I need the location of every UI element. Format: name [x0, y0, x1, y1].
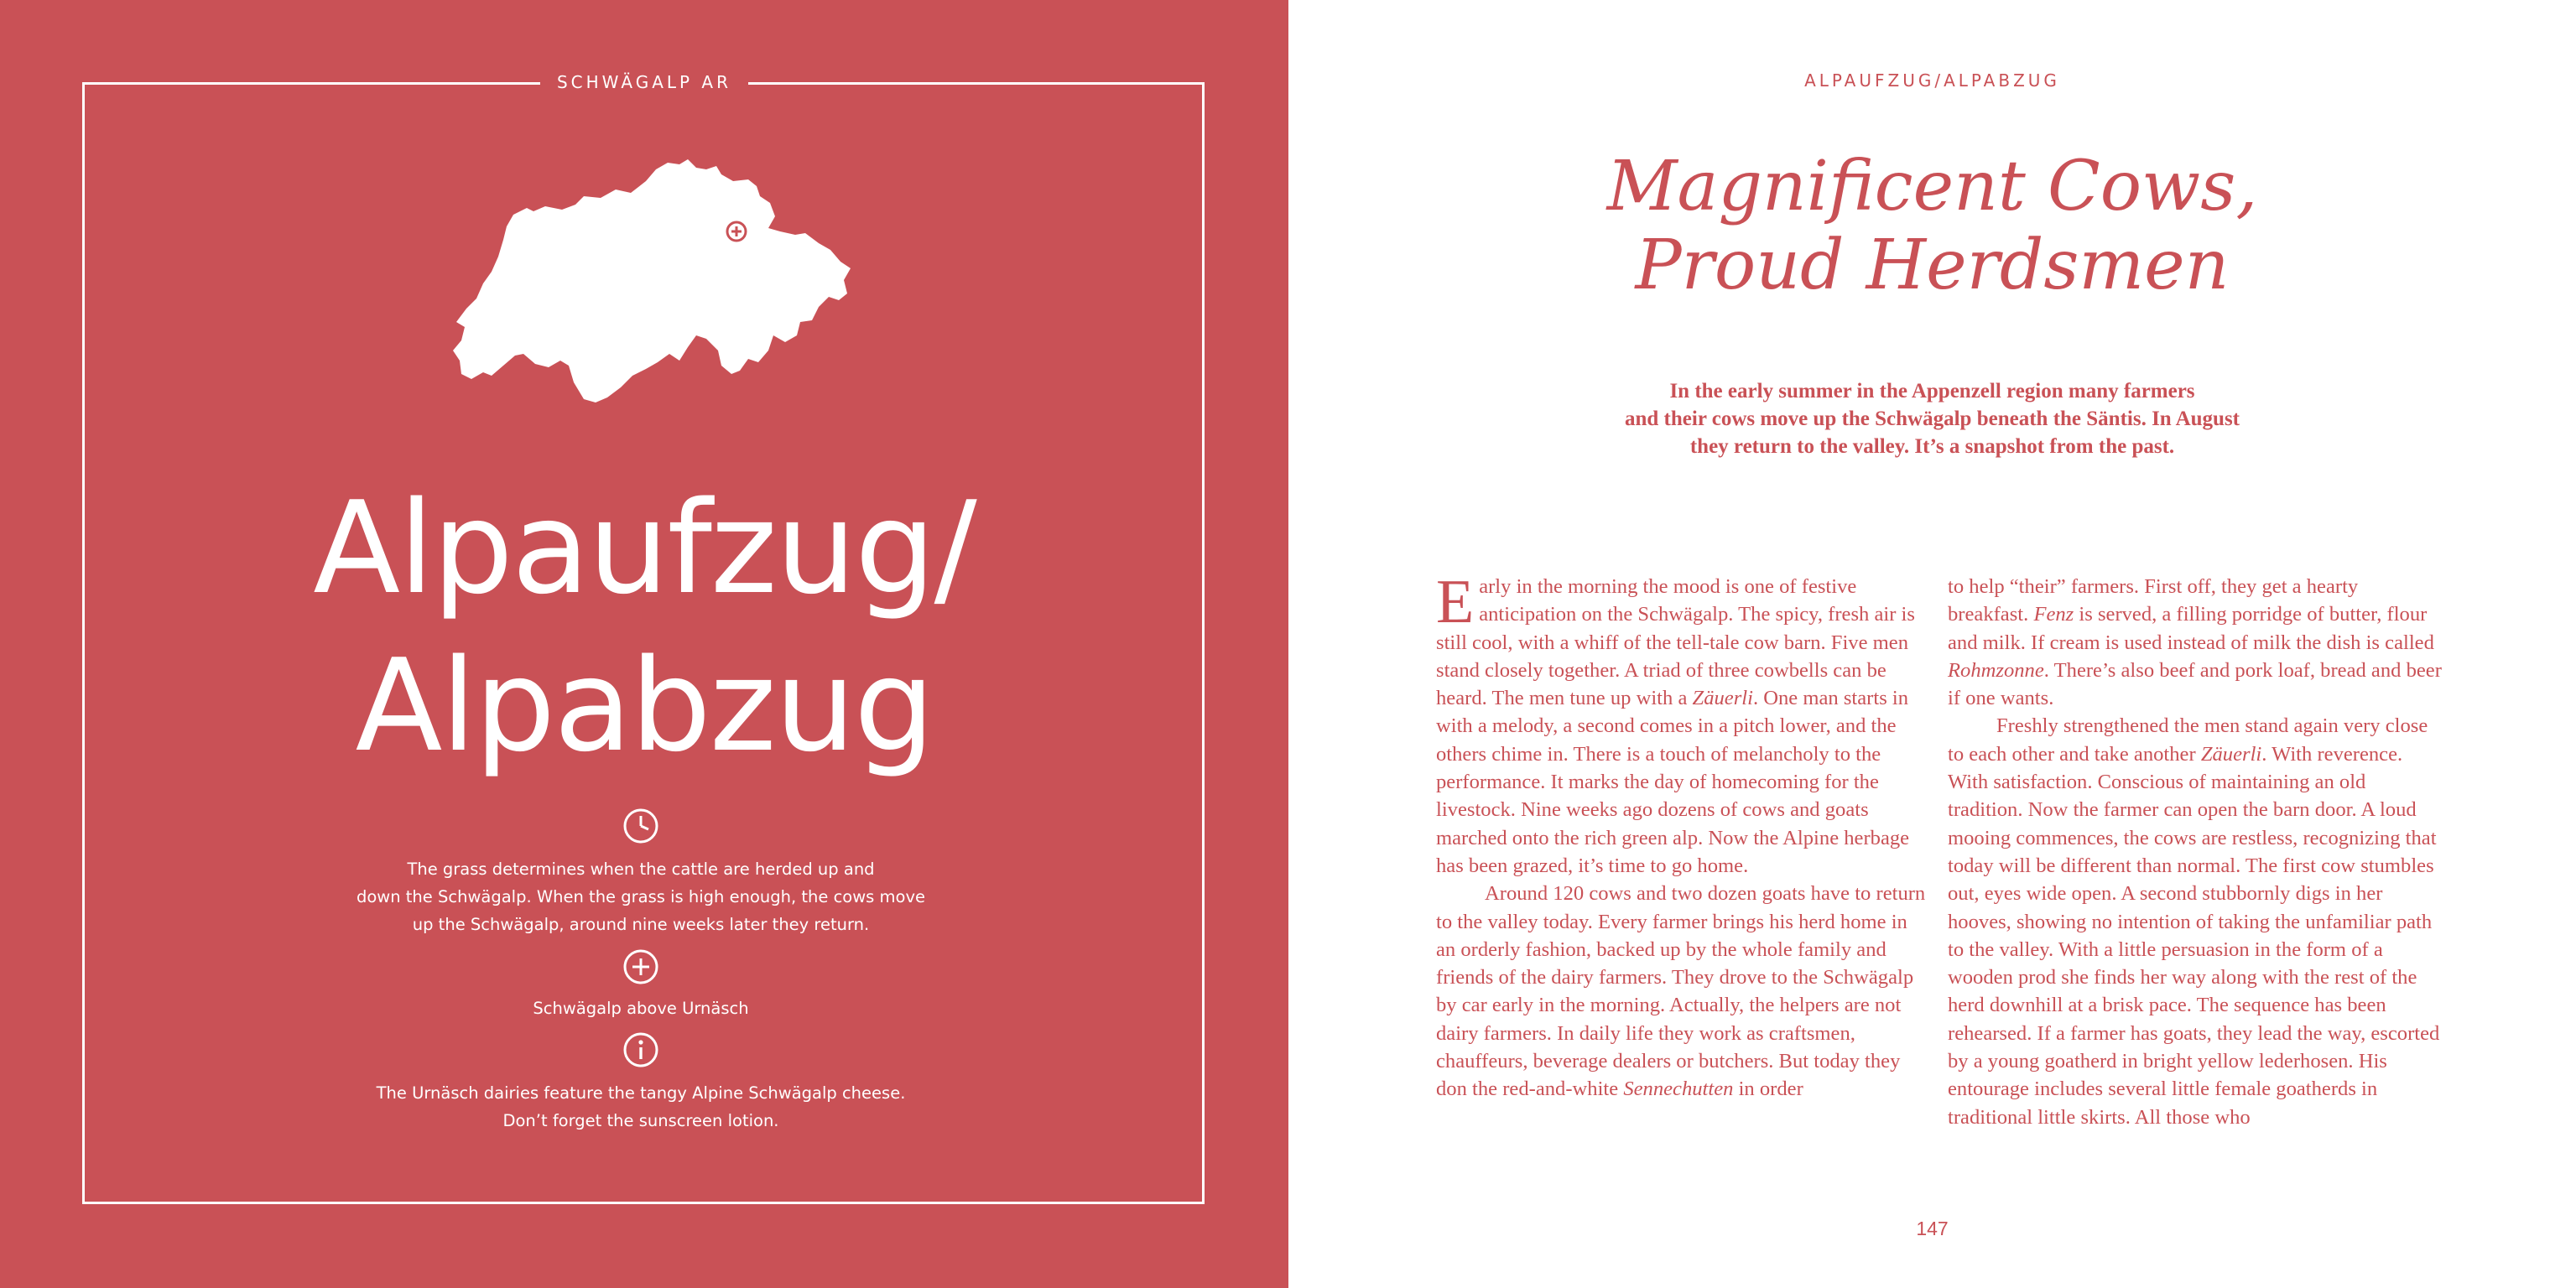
body-text: to help “their” farmers. First off, they get a hearty breakfast.	[1948, 575, 2359, 626]
body-column-2	[1948, 573, 2443, 1131]
season-info-line: The grass determines when the cattle are herded up and	[407, 860, 875, 879]
location-info-line: Schwägalp above Urnäsch	[533, 999, 749, 1018]
body-italic: Fenz	[2033, 603, 2074, 626]
clock-icon	[622, 808, 659, 844]
season-info-line: up the Schwägalp, around nine weeks later they return.	[412, 915, 870, 934]
body-paragraph	[1948, 712, 2443, 1130]
article-headline	[1288, 148, 2576, 305]
lead-line: and their cows move up the Schwägalp beneath the Säntis. In August	[1625, 408, 2240, 430]
right-page	[1288, 0, 2576, 1288]
plus-circle-icon	[622, 948, 659, 985]
body-italic: Rohmzonne	[1948, 658, 2044, 682]
body-text: is served, a filling porridge of butter, flour and milk. If cream is used instead of milk the dish is called	[1948, 603, 2434, 654]
running-head: ALPAUFZUG/ALPABZUG	[1804, 70, 2060, 91]
switzerland-map-icon	[436, 156, 872, 424]
tips-info	[0, 1079, 1282, 1135]
page-title	[0, 470, 1288, 785]
headline-line-2: Proud Herdsmen	[1635, 226, 2230, 305]
season-info	[0, 855, 1282, 938]
body-text: Around 120 cows and two dozen goats have to return to the valley today. Every farmer brings his herd home in an orderly fashion, backed up by the whole family and friends of the dairy farmers. They drove to the Schwägalp by car early in the morning. Actually, the helpers are not dairy farmers. In daily life they work as craftsmen, chauffeurs, beverage dealers or butchers. But today they don the red-and-white	[1436, 882, 1926, 1101]
body-text: . One man starts in with a melody, a second comes in a pitch lower, and the others chime in. There is a touch of melancholy to the performance. It marks the day of homecoming for the livestock. Nine weeks ago dozens of cows and goats marched onto the rich green alp. Now the Alpine herbage has been grazed, it’s time to go home.	[1436, 687, 1910, 877]
body-paragraph	[1948, 573, 2443, 712]
body-text: . With reverence. With satisfaction. Conscious of maintaining an old tradition. Now the farmer can open the barn door. A loud mooing commences, the cows are restless, recognizing that today will be different than normal. The first cow stumbles out, eyes wide open. A second stubbornly digs in her hooves, showing no intention of taking the unfamiliar path to the valley. With a little persuasion in the form of a wooden prod she finds her way along with the rest of the herd downhill at a brisk pace. The sequence has been rehearsed. If a farmer has goats, they lead the way, escorted by a young goatherd in bright yellow lederhosen. His entourage includes several little female goatherds in traditional little skirts. All those who	[1948, 742, 2440, 1129]
region-label	[0, 70, 1288, 94]
body-text: in order	[1733, 1078, 1803, 1101]
body-column-1	[1436, 568, 1931, 1104]
lead-line: they return to the valley. It’s a snapshot from the past.	[1689, 435, 2175, 458]
body-text: . There’s also beef and pork loaf, bread and beer if one wants.	[1948, 658, 2442, 710]
season-info-line: down the Schwägalp. When the grass is high enough, the cows move	[356, 887, 926, 906]
page-number: 147	[1916, 1218, 1949, 1239]
title-line-1: Alpaufzug/	[313, 474, 976, 622]
body-italic: Zäuerli	[2200, 742, 2262, 766]
location-info	[0, 995, 1282, 1022]
tips-info-line: Don’t forget the sunscreen lotion.	[502, 1111, 779, 1130]
body-text: arly in the morning the mood is one of festive anticipation on the Schwägalp. The spicy, fresh air is still cool, with a whiff of the tell-tale cow barn. Five men stand closely together. A triad of three cowbells can be heard. The men tune up with a	[1436, 575, 1915, 710]
lead-line: In the early summer in the Appenzell region many farmers	[1669, 380, 2195, 402]
body-paragraph	[1436, 568, 1931, 880]
region-label-text: SCHWÄGALP AR	[540, 72, 748, 92]
drop-cap: E	[1436, 568, 1475, 636]
info-icon	[622, 1031, 659, 1068]
body-italic: Sennechutten	[1623, 1078, 1734, 1101]
body-text: Freshly strengthened the men stand again very close to each other and take another	[1948, 714, 2428, 766]
body-italic: Zäuerli	[1692, 687, 1753, 710]
body-paragraph	[1436, 880, 1931, 1103]
article-lead	[1288, 377, 2576, 460]
title-line-2: Alpabzug	[355, 631, 934, 780]
headline-line-1: Magnificent Cows,	[1606, 147, 2258, 226]
tips-info-line: The Urnäsch dairies feature the tangy Alpine Schwägalp cheese.	[376, 1083, 906, 1103]
